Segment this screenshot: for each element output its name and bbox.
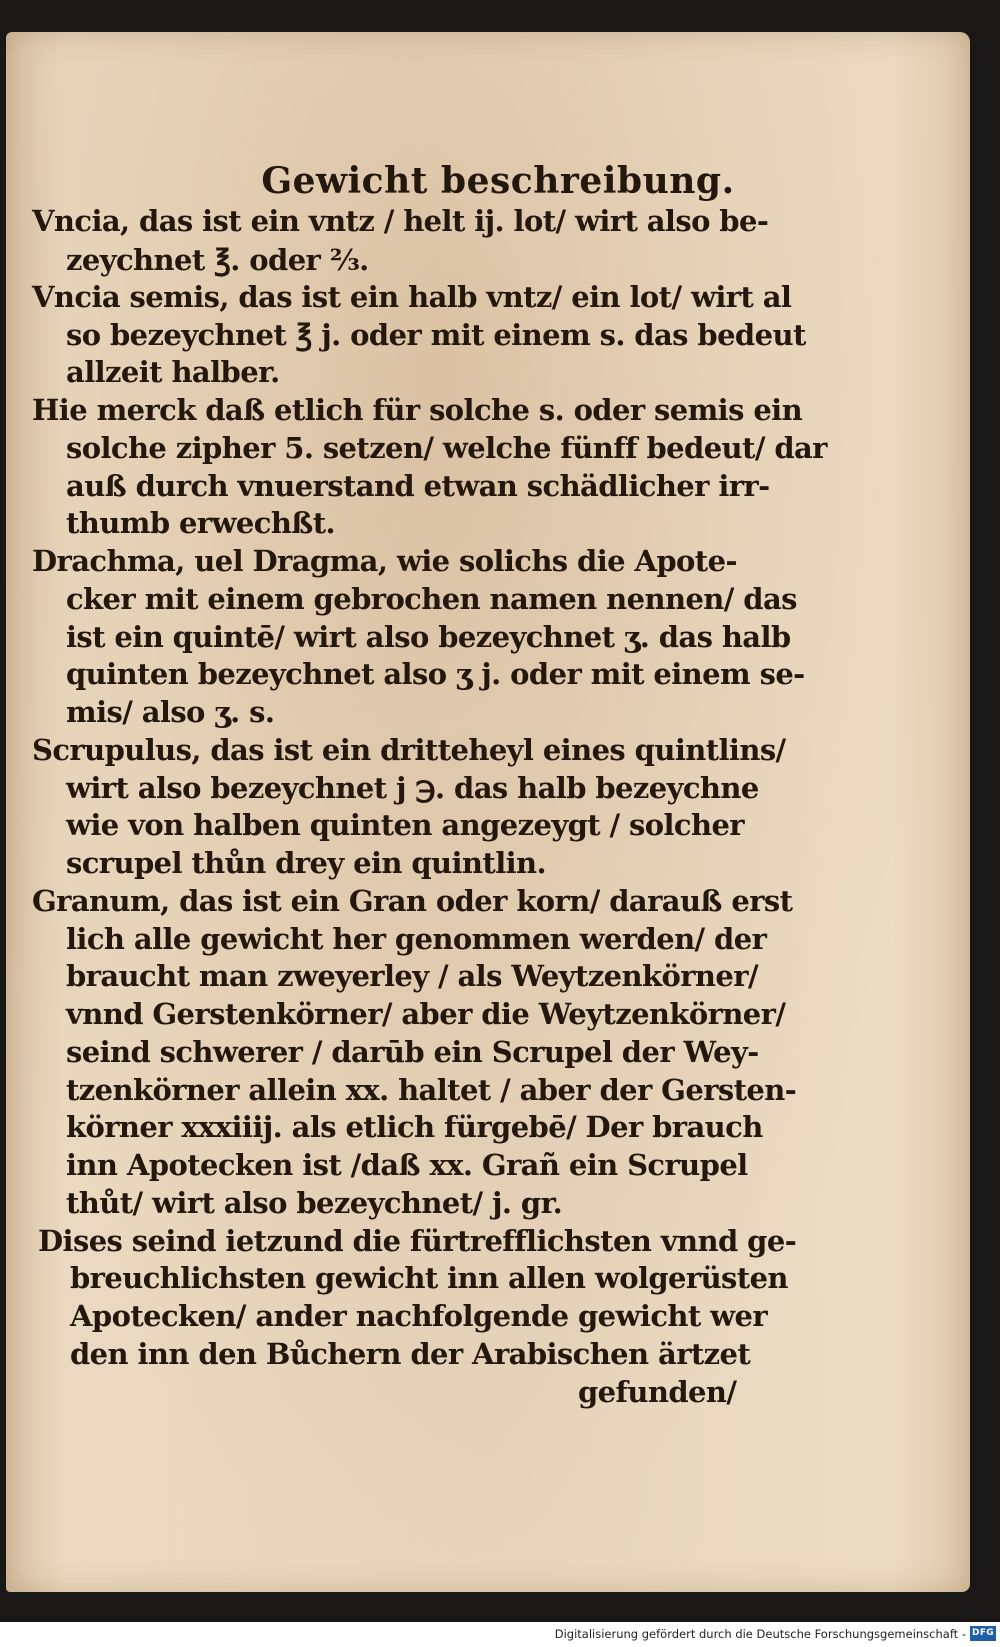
text-line: tzenkörner allein xx. haltet / aber der Gersten- [66,1073,797,1107]
text-line: auß durch vnuerstand etwan schädlicher irr- [66,469,770,503]
text-line: ist ein quintē/ wirt also bezeychnet ʒ. das halb [66,620,791,654]
text-line: vnnd Gerstenkörner/ aber die Weytzenkörner/ [66,997,786,1031]
funding-credit: Digitalisierung gefördert durch die Deutsche Forschungsgemeinschaft - [554,1627,966,1641]
text-line: so bezeychnet ℥ j. oder mit einem s. das bedeut [66,318,806,352]
text-line: zeychnet ℥. oder ⅔. [66,243,369,277]
text-line: inn Apotecken ist /daß xx. Grañ ein Scrupel [66,1148,748,1182]
text-line: thumb erwechßt. [66,506,336,540]
text-line: thůt/ wirt also bezeychnet/ j. gr. [66,1186,563,1220]
text-line: Apotecken/ ander nachfolgende gewicht wer [70,1299,768,1333]
book-page [6,32,970,1592]
page-heading: Gewicht beschreibung. [261,160,735,202]
text-line: allzeit halber. [66,355,280,389]
dfg-logo: DFG [970,1626,996,1641]
text-line: Hie merck daß etlich für solche s. oder semis ein [32,393,803,427]
text-line: scrupel thůn drey ein quintlin. [66,846,547,880]
text-line: seind schwerer / darūb ein Scrupel der Wey- [66,1035,759,1069]
text-line: cker mit einem gebrochen namen nennen/ das [66,582,797,616]
page-text [6,32,970,1592]
text-line: körner xxxiiij. als etlich fürgebē/ Der brauch [66,1110,763,1144]
text-line: breuchlichsten gewicht inn allen wolgerüsten [70,1261,788,1295]
text-line: den inn den Bůchern der Arabischen ärtzet [70,1337,751,1371]
text-line: Scrupulus, das ist ein dritteheyl eines quintlins/ [32,733,786,767]
text-line-catchword: gefunden/ [578,1375,737,1409]
text-line: Vncia, das ist ein vntz / helt ij. lot/ wirt also be- [32,204,769,238]
text-line: mis/ also ʒ. s. [66,695,275,729]
text-line: wie von halben quinten angezeygt / solcher [66,808,744,842]
text-line: lich alle gewicht her genommen werden/ der [66,922,767,956]
text-line: Vncia semis, das ist ein halb vntz/ ein lot/ wirt al [32,280,792,314]
text-line: Granum, das ist ein Gran oder korn/ darauß erst [32,884,793,918]
text-line: wirt also bezeychnet j ℈. das halb bezeychne [66,771,759,805]
text-line: quinten bezeychnet also ʒ j. oder mit einem se- [66,657,805,691]
text-line: solche zipher 5. setzen/ welche fünff bedeut/ dar [66,431,827,465]
text-line: braucht man zweyerley / als Weytzenkörner/ [66,959,758,993]
text-line: Dises seind ietzund die fürtrefflichsten vnnd ge- [38,1224,797,1258]
digitization-footer [0,1622,1000,1647]
text-line: Drachma, uel Dragma, wie solichs die Apote- [32,544,737,578]
